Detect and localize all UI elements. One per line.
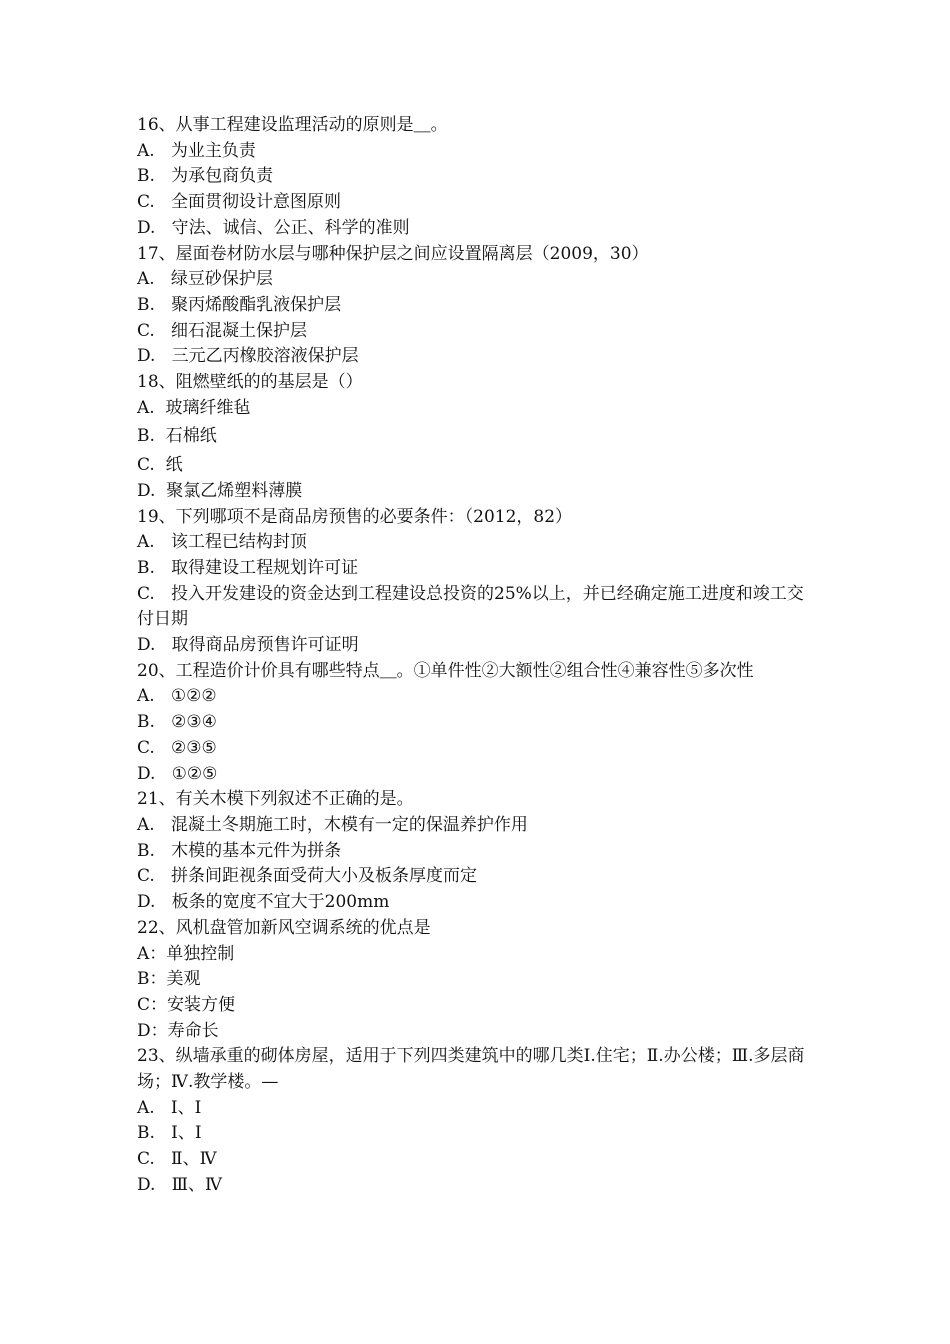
option-c: C：安装方便	[137, 994, 236, 1015]
question-23: 23、纵墙承重的砌体房屋，适用于下列四类建筑中的哪几类Ⅰ.住宅；Ⅱ.办公楼；Ⅲ.多层商场；Ⅳ.教学楼。—	[137, 1046, 805, 1093]
option-c: C. 纸	[137, 455, 183, 476]
option-a: A. 玻璃纤维毡	[137, 397, 251, 418]
question-17: 17、屋面卷材防水层与哪种保护层之间应设置隔离层（2009，30）	[137, 243, 649, 264]
option-c: C. 全面贯彻设计意图原则	[137, 192, 342, 213]
option-c: C. Ⅱ、Ⅳ	[137, 1149, 217, 1170]
option-c: C. 拼条间距视条面受荷大小及板条厚度而定	[137, 866, 478, 887]
option-a: A：单独控制	[137, 943, 235, 964]
option-d: D. ①②⑤	[137, 763, 218, 784]
option-b: B. 为承包商负责	[137, 166, 274, 187]
question-16: 16、从事工程建设监理活动的原则是＿。	[137, 115, 448, 135]
option-d: D. 守法、诚信、公正、科学的准则	[137, 217, 410, 238]
option-a: A. 混凝土冬期施工时，木模有一定的保温养护作用	[137, 814, 528, 835]
option-b: B. 石棉纸	[137, 426, 217, 447]
option-b: B. 取得建设工程规划许可证	[137, 557, 359, 578]
option-b: B. Ⅰ、Ⅰ	[137, 1123, 202, 1144]
question-21: 21、有关木模下列叙述不正确的是。	[137, 789, 414, 810]
option-d: D. 三元乙丙橡胶溶液保护层	[137, 346, 359, 367]
option-d: D. 取得商品房预售许可证明	[137, 635, 359, 656]
question-19: 19、下列哪项不是商品房预售的必要条件：（2012，82）	[137, 506, 573, 527]
option-a: A. 该工程已结构封顶	[137, 532, 307, 553]
option-d: D. 板条的宽度不宜大于200mm	[137, 892, 390, 913]
option-c: C. 投入开发建设的资金达到工程建设总投资的25%以上，并已经确定施工进度和竣工交付日期	[137, 583, 804, 630]
option-b: B. 木模的基本元件为拼条	[137, 840, 342, 861]
option-b: B. 聚丙烯酸酯乳液保护层	[137, 294, 342, 315]
option-d: D. 聚氯乙烯塑料薄膜	[137, 480, 303, 501]
option-a: A. 绿豆砂保护层	[137, 269, 273, 290]
option-a: A. ①②②	[137, 686, 217, 707]
option-c: C. ②③⑤	[137, 737, 217, 758]
question-22: 22、风机盘管加新风空调系统的优点是	[137, 917, 431, 938]
option-a: A. 为业主负责	[137, 140, 256, 161]
option-c: C. 细石混凝土保护层	[137, 320, 308, 341]
document-body	[137, 113, 817, 1199]
option-b: B：美观	[137, 969, 201, 990]
option-d: D：寿命长	[137, 1020, 219, 1041]
option-b: B. ②③④	[137, 712, 217, 733]
question-18: 18、阻燃壁纸的的基层是（）	[137, 372, 363, 393]
option-d: D. Ⅲ、Ⅳ	[137, 1174, 223, 1195]
option-a: A. Ⅰ、Ⅰ	[137, 1097, 202, 1118]
question-20: 20、工程造价计价具有哪些特点＿。①单件性②大额性②组合性④兼容性⑤多次性	[137, 660, 754, 681]
